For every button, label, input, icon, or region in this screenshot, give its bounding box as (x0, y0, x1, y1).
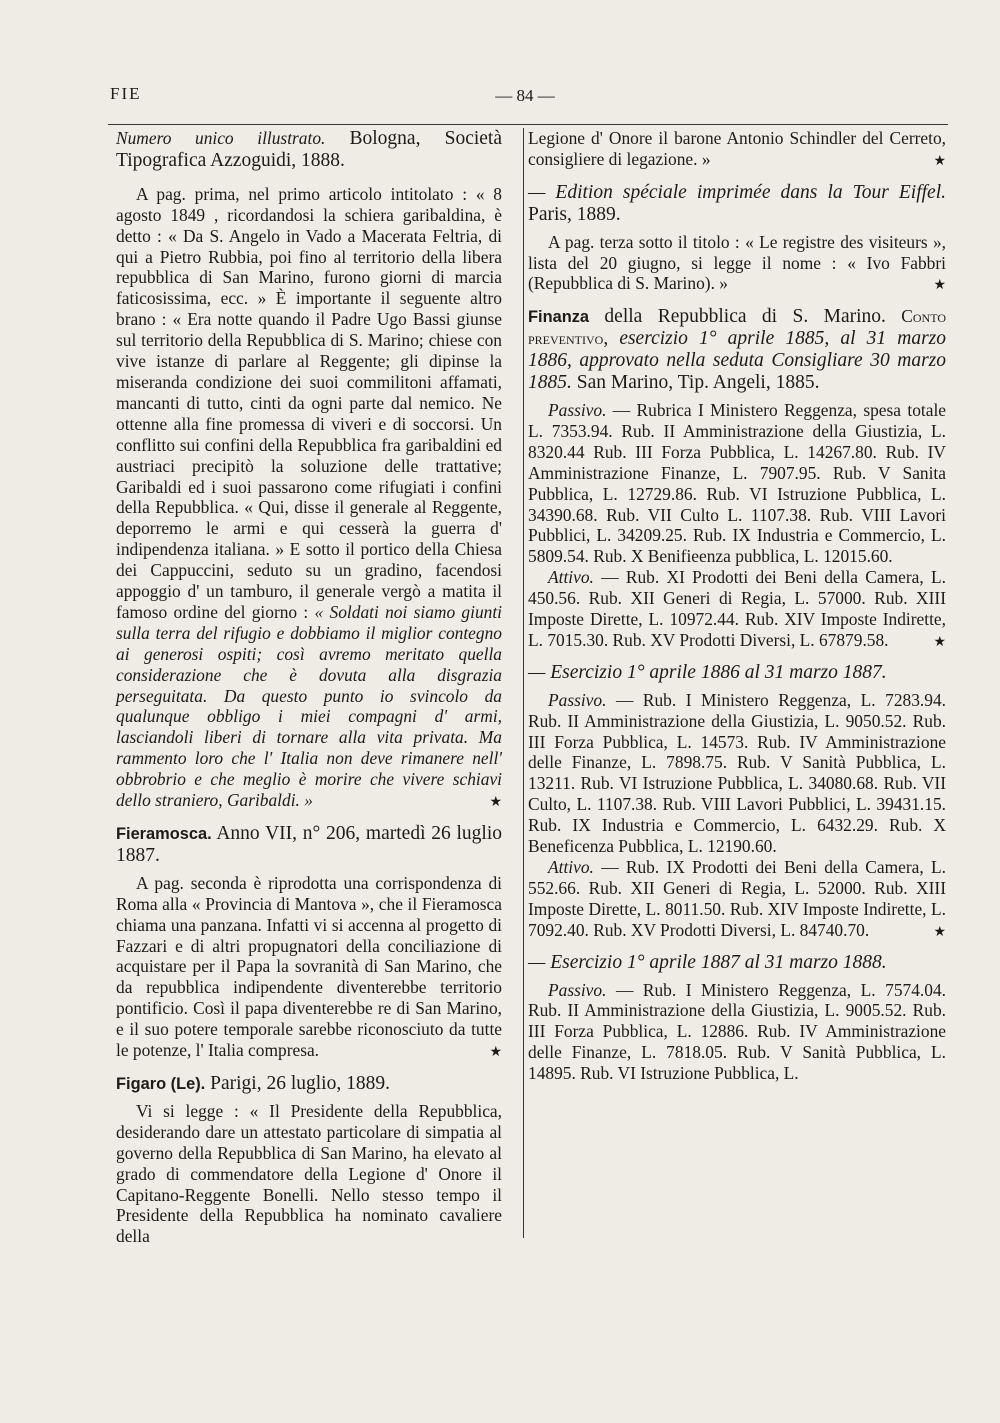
end-star: ★ (933, 278, 946, 294)
running-header: FIE (110, 84, 142, 103)
body-text: A pag. prima, nel primo articolo intitolato : « 8 agosto 1849 , ricordandosi la schiera garibaldina, è detto : « Da S. Angelo in Vado a Macerata Feltria, di qui a Pietro Rubbia, poi fino al territorio della libera repubblica di San Marino, furono giorni di marcia faticosissima, ecc. » È importante il seguente altro brano : « Era notte quando il Padre Ugo Bassi giunse sul territorio della Repubblica di S. Marino; chiese con vive istanze di parlare al Reggente; gli dipinse la miseranda condizione dei suoi commilitoni affamati, mancanti di tutto, cinti da ogni parte dal nemico. Ne ottenne alla fine promessa di viveri e di soccorsi. Un conflitto sui confini della Repubblica fra garibaldini ed austriaci precipitò la soluzione delle trattative; Garibaldi ed i suoi passarono come rifugiati i confini della Repubblica. « Qui, disse il generale al Reggente, deporremo le armi e qui cesserà la guerra d' indipendenza italiana. » E sotto il portico della Chiesa dei Cappuccini, seduto su un gradino, facendosi appoggio d' un tamburo, il generale vergò a matita il famoso ordine del giorno : (116, 183, 502, 622)
entry-numero-unico-head (116, 128, 502, 172)
end-star: ★ (933, 924, 946, 940)
attivo-text: — Rub. XI Prodotti dei Beni della Camera, L. 450.56. Rub. XII Generi di Regia, L. 57000. Rub. XIII Imposte Dirette, L. 10972.44. Rub. XIV Imposte Indirette, L. 7015.30. Rub. XV Prodotti Diversi, L. 67879.58. (528, 567, 946, 650)
finanza-1886-attivo (528, 857, 946, 941)
end-star: ★ (933, 634, 946, 650)
attivo-label: Attivo. (548, 857, 594, 877)
passivo-label: Passivo. (548, 399, 607, 420)
entry-printer: San Marino, Tip. Angeli, 1885. (571, 372, 820, 394)
entry-edition-speciale-body (528, 232, 946, 295)
finanza-1886-passivo (528, 690, 946, 857)
left-column (116, 128, 502, 1247)
end-star: ★ (489, 795, 502, 811)
right-column (528, 128, 946, 1084)
body-text: A pag. seconda è riprodotta una corrispondenza di Roma alla « Provincia di Mantova », che il Fieramosca chiama una panzana. Infatti vi si accenna al progetto di Fazzari e di altri propugnatori della conciliazione di acquistare per il Papa la sovranità di San Marino, che da repubblica indipendente diventerebbe territorio pontificio. Così il papa diventerebbe re di San Marino, e il suo potere temporale sarebbe riconosciuto da tutte le potenze, l' Italia compresa. (116, 872, 502, 1061)
entry-figaro-body: Vi si legge : « Il Presidente della Repubblica, desiderando dare un attestato particolare di simpatia al governo della Repubblica di San Marino, ha elevato al grado di commendatore della Legione d' Onore il Capitano-Reggente Bonelli. Nello stesso tempo il Presidente della Repubblica ha nominato cavaliere della (116, 1100, 502, 1247)
entry-publication: Bologna, Società Tipografica Azzoguidi, 1888. (116, 128, 502, 171)
finanza-1885-attivo (528, 567, 946, 651)
entry-numero-unico-body (116, 184, 502, 811)
passivo-label: Passivo. (548, 979, 607, 1000)
entry-keyword: Finanza (528, 308, 590, 327)
entry-publication: Paris, 1889. (528, 203, 621, 225)
body-text: Legione d' Onore il barone Antonio Schindler del Cerreto, consigliere di legazione. » (528, 128, 946, 169)
entry-fieramosca-body (116, 873, 502, 1061)
entry-finanza-head (528, 306, 946, 394)
attivo-text: — Rub. IX Prodotti dei Beni della Camera, L. 552.66. Rub. XII Generi di Regia, L. 52000. Rub. XIII Imposte Dirette, L. 8011.50. Rub. XIV Imposte Indirette, L. 7092.40. Rub. XV Prodotti Diversi, L. 84740.70. (528, 857, 946, 940)
finanza-1885-passivo (528, 400, 946, 567)
passivo-text: — Rub. I Ministero Reggenza, L. 7574.04. Rub. II Amministrazione della Giustizia, L. 9005.52. Rub. III Forza Pubblica, L. 12886. Rub. IV Amministrazione delle Finanze, L. 7818.05. Rub. V Sanità Pubblica, L. 14895. Rub. VI Istruzione Pubblica, L. (528, 979, 946, 1084)
passivo-label: Passivo. (548, 689, 607, 710)
column-divider (523, 128, 524, 1238)
entry-title: — Edition spéciale imprimée dans la Tour Eiffel. (528, 181, 946, 203)
page-number: — 84 — (495, 86, 555, 105)
entry-small-caps: Conto preventivo (528, 306, 946, 349)
passivo-text: — Rub. I Ministero Reggenza, L. 7283.94. Rub. II Amministrazione della Giustizia, L. 9050.52. Rub. III Forza Pubblica, L. 14573. Rub. IV Amministrazione delle Finanze, L. 7898.75. Rub. V Sanità Pubblica, L. 13211. Rub. VI Istruzione Pubblica, L. 34080.68. Rub. VII Culto, L. 1107.38. Rub. VIII Lavori Pubblici, L. 39431.15. Rub. IX Industria e Commercio, L. 6432.29. Rub. X Beneficenza Pubblica, L. 12190.60. (528, 689, 946, 857)
passivo-text: — Rubrica I Ministero Reggenza, spesa totale L. 7353.94. Rub. II Amministrazione della Giustizia, L. 8320.44 Rub. III Forza Pubblica, L. 14267.80. Rub. IV Amministrazione Finanze, L. 7907.95. Rub. V Sanita Pubblica, L. 12729.86. Rub. VI Istruzione Pubblica, L. 34390.68. Rub. VII Culto L. 1107.38. Rub. VIII Lavori Pubblici, L. 34209.25. Rub. IX Industria e Commercio, L. 5809.54. Rub. X Benifieenza pubblica, L. 12015.60. (528, 399, 946, 567)
header-rule (108, 124, 948, 125)
end-star: ★ (933, 153, 946, 169)
body-text: A pag. terza sotto il titolo : « Le registre des visiteurs », lista del 20 giugno, si legge il nome : « Ivo Fabbri (Repubblica di S. Marino). » (528, 231, 946, 294)
entry-edition-speciale-head (528, 182, 946, 226)
attivo-label: Attivo. (548, 567, 594, 588)
figaro-continuation (528, 128, 946, 170)
quoted-order: « Soldati noi siamo giunti sulla terra del rifugio e dobbiamo il miglior contegno ai generosi ospiti; così avremo meritato quella considerazione che è dovuta alla disgrazia perseguitata. Da questo punto io svincolo da qualunque obbligo i miei compagni d' armi, lasciandoli liberi di tornare alla vita privata. Ma rammento loro che l' Italia non deve rimanere nell' obbrobrio e che meglio è morire che vivere schiavi dello straniero, Garibaldi. » (116, 601, 503, 811)
finanza-1887-head: — Esercizio 1° aprile 1887 al 31 marzo 1888. (528, 951, 887, 973)
end-star: ★ (489, 1045, 502, 1061)
entry-publication: Parigi, 26 luglio, 1889. (205, 1072, 390, 1094)
entry-title: Numero unico illustrato. (116, 128, 326, 148)
entry-fieramosca-head (116, 823, 502, 867)
entry-publication: della Repubblica di S. Marino. (589, 306, 902, 328)
finanza-1887-passivo (528, 980, 946, 1085)
entry-keyword: Figaro (Le). (116, 1074, 206, 1093)
entry-keyword: Fieramosca. (116, 825, 212, 843)
entry-figaro-head (116, 1073, 502, 1095)
entry-italic-title: , esercizio 1° aprile 1885, al 31 marzo 1886, approvato nella seduta Consigliare 30 marzo 1885. (528, 328, 946, 394)
entry-publication: Anno VII, n° 206, martedì 26 luglio 1887. (116, 823, 502, 866)
finanza-1886-head: — Esercizio 1° aprile 1886 al 31 marzo 1887. (528, 661, 887, 683)
